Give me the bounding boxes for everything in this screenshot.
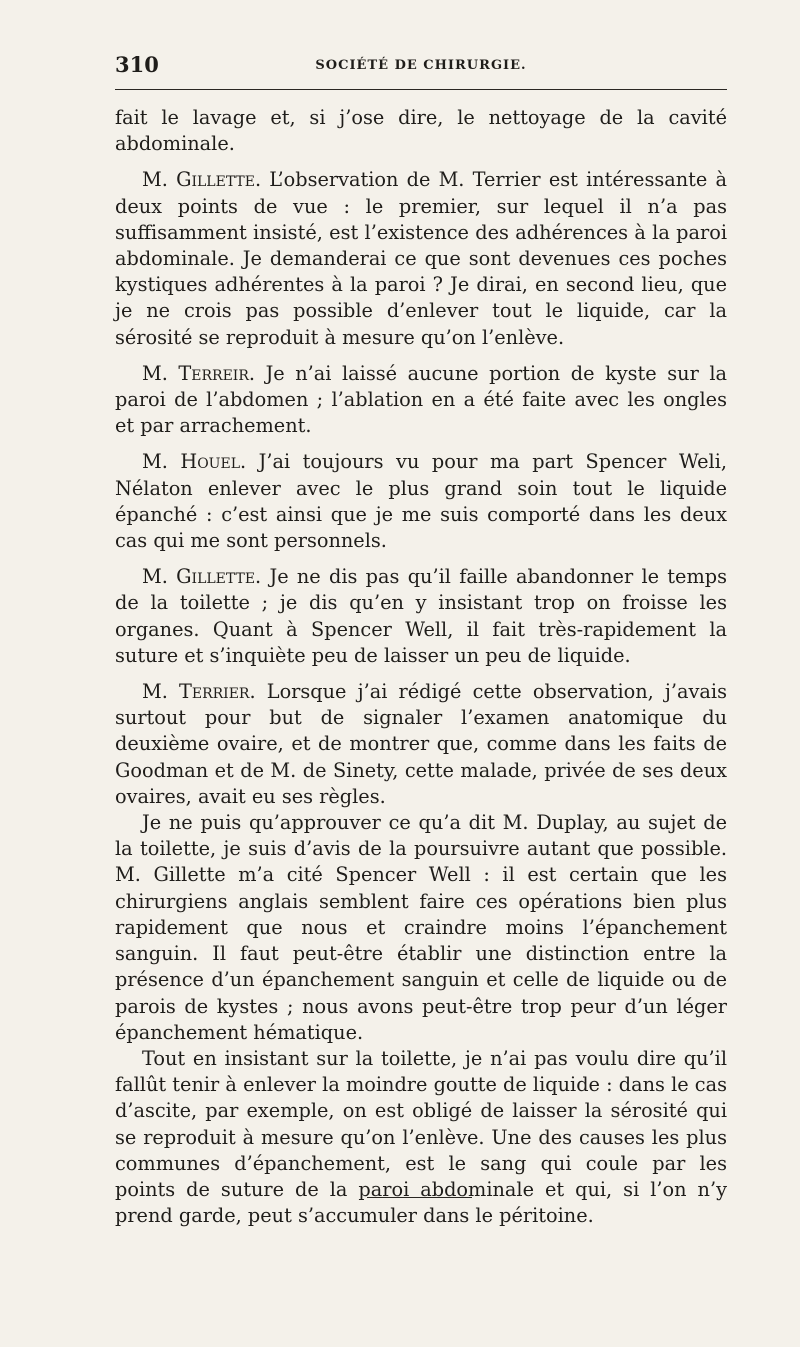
paragraph-text: Tout en insistant sur la toilette, je n’ai pas voulu dire qu’il fallût tenir à enlever la moindre goutte de liquide : dans le cas d’ascite, par exemple, on est obligé de laisser la sérosité qui se reproduit à mesure qu’on l’enlève. Une des causes les plus communes d’épanchement, est le sang qui coule par les points de suture de la paroi abdominale et qui, si l’on n’y prend garde, peut s’accumuler dans le péritoine. bbox=[115, 1046, 727, 1228]
paragraph-text: Lorsque j’ai rédigé cette observation, j’avais surtout pour but de signaler l’examen anatomique du deuxième ovaire, et de montrer que, comme dans les faits de Goodman et de M. de Sinety, cette malade, privée de ses deux ovaires, avait eu ses règles. bbox=[115, 680, 727, 808]
speaker-name: M. Gillette. bbox=[142, 565, 262, 589]
paragraph-houel bbox=[115, 449, 727, 554]
paragraph-terrier-1 bbox=[115, 361, 727, 440]
running-title: SOCIÉTÉ DE CHIRURGIE. bbox=[315, 58, 527, 73]
paragraph-text: fait le lavage et, si j’ose dire, le nettoyage de la cavité abdominale. bbox=[115, 106, 727, 156]
paragraph-terrier-3 bbox=[115, 810, 727, 1046]
body-text bbox=[115, 105, 727, 1229]
end-rule bbox=[367, 1197, 472, 1198]
speaker-name: M. Terreir. bbox=[142, 361, 256, 385]
speaker-name: M. Houel. bbox=[142, 450, 247, 474]
header-rule bbox=[115, 89, 727, 90]
paragraph-text: Je n’ai laissé aucune portion de kyste sur la paroi de l’abdomen ; l’ablation en a été faite avec les ongles et par arrachement. bbox=[115, 361, 727, 438]
paragraph-text: Je ne dis pas qu’il faille abandonner le temps de la toilette ; je dis qu’en y insistant trop on froisse les organes. Quant à Spencer Well, il fait très-rapidement la suture et s’inquiète peu de laisser un peu de liquide. bbox=[115, 565, 727, 667]
paragraph-gillette-2 bbox=[115, 564, 727, 669]
page-number: 310 bbox=[115, 52, 159, 77]
page-header bbox=[115, 52, 727, 82]
paragraph-terrier-2 bbox=[115, 679, 727, 810]
paragraph-text: J’ai toujours vu pour ma part Spencer Weli, Nélaton enlever avec le plus grand soin tout le liquide épanché : c’est ainsi que je me suis comporté dans les deux cas qui me sont personnels. bbox=[115, 450, 727, 553]
paragraph-gillette-1 bbox=[115, 167, 727, 350]
paragraph-text: L’observation de M. Terrier est intéressante à deux points de vue : le premier, sur lequel il n’a pas suffisamment insisté, est l’existence des adhérences à la paroi abdominale. Je demanderai ce que sont devenues ces poches kystiques adhérentes à la paroi ? Je dirai, en second lieu, que je ne crois pas possible d’enlever tout le liquide, car la sérosité se reproduit à mesure qu’on l’enlève. bbox=[115, 168, 728, 349]
paragraph-continued bbox=[115, 105, 727, 157]
paragraph-text: Je ne puis qu’approuver ce qu’a dit M. Duplay, au sujet de la toilette, je suis d’avis de la poursuivre autant que possible. M. Gillette m’a cité Spencer Well : il est certain que les chirurgiens anglais semblent faire ces opérations bien plus rapidement que nous et craindre moins l’épanchement sanguin. Il faut peut-être établir une distinction entre la présence d’un épanchement sanguin et celle de liquide ou de parois de kystes ; nous avons peut-être trop peur d’un léger épanchement hématique. bbox=[115, 811, 727, 1044]
speaker-name: M. Terrier. bbox=[142, 680, 256, 704]
speaker-name: M. Gillette. bbox=[142, 168, 262, 192]
paragraph-terrier-4 bbox=[115, 1046, 727, 1229]
